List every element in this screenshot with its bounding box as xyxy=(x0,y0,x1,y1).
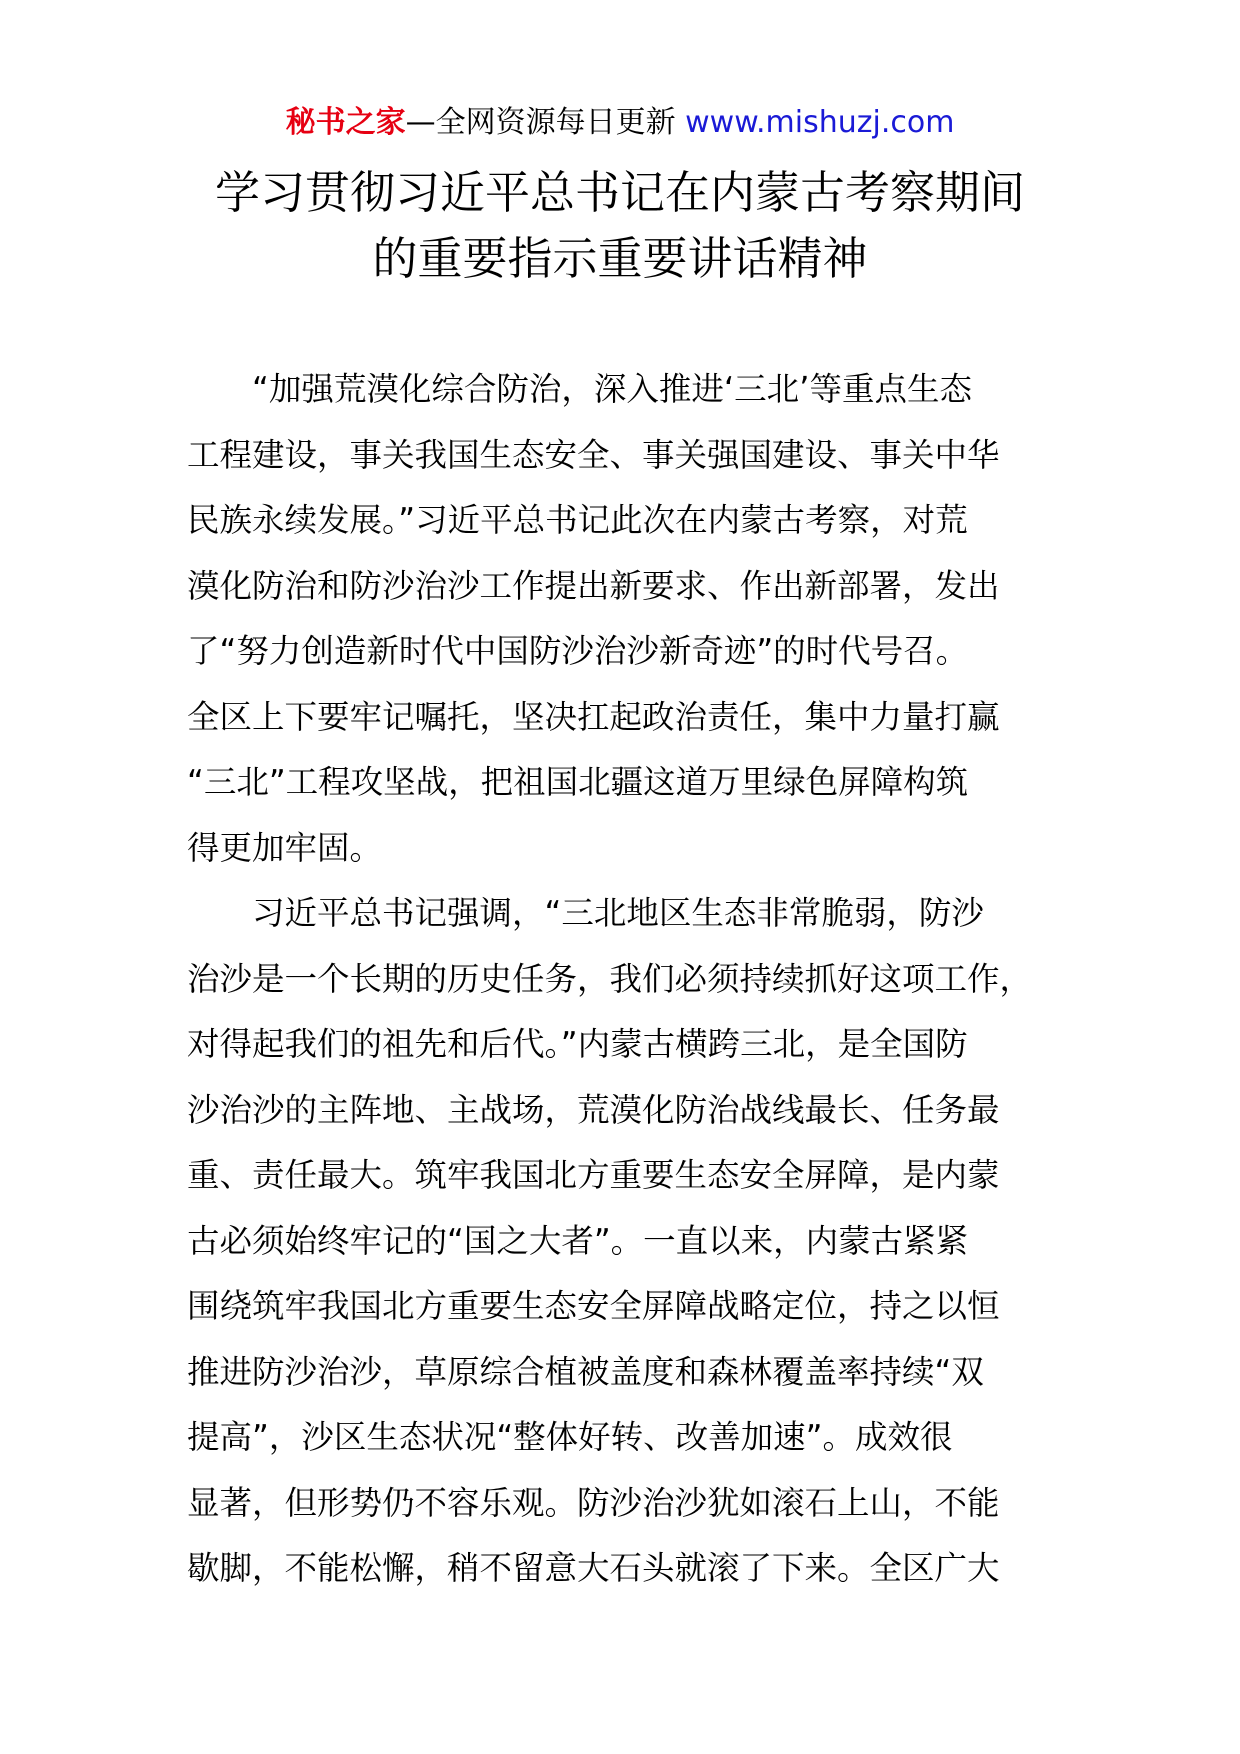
site-header xyxy=(0,100,1240,146)
body-line: “加强荒漠化综合防治，深入推进‘三北’等重点生态 xyxy=(187,370,972,408)
body-line: 围绕筑牢我国北方重要生态安全屏障战略定位，持之以恒 xyxy=(187,1287,1000,1325)
body-line: 民族永续发展。”习近平总书记此次在内蒙古考察，对荒 xyxy=(187,501,968,539)
site-brand: 秘书之家 xyxy=(285,105,406,140)
body-line: 显著，但形势仍不容乐观。防沙治沙犹如滚石上山，不能 xyxy=(187,1483,1000,1522)
body-line: 得更加牢固。 xyxy=(187,828,383,867)
body-line: 推进防沙治沙，草原综合植被盖度和森林覆盖率持续“双 xyxy=(187,1352,984,1391)
body-line: 对得起我们的祖先和后代。”内蒙古横跨三北，是全国防 xyxy=(187,1025,968,1063)
body-line: 提高”，沙区生态状况“整体好转、改善加速”。成效很 xyxy=(187,1418,953,1456)
body-line: “三北”工程攻坚战，把祖国北疆这道万里绿色屏障构筑 xyxy=(187,763,969,801)
site-slogan: —全网资源每日更新 xyxy=(405,105,676,140)
document-body xyxy=(187,357,1067,1602)
body-line: 习近平总书记强调，“三北地区生态非常脆弱，防沙 xyxy=(187,894,984,932)
title-line: 的重要指示重要讲话精神 xyxy=(372,232,868,285)
body-line: 古必须始终牢记的“国之大者”。一直以来，内蒙古紧紧 xyxy=(187,1221,969,1260)
site-url-link[interactable]: www.mishuzj.com xyxy=(685,105,955,140)
document-title xyxy=(0,160,1240,292)
body-line: 歇脚，不能松懈，稍不留意大石头就滚了下来。全区广大 xyxy=(187,1549,1000,1587)
body-line: 治沙是一个长期的历史任务，我们必须持续抓好这项工作， xyxy=(187,959,1033,998)
body-line: 沙治沙的主阵地、主战场，荒漠化防治战线最长、任务最 xyxy=(187,1090,1000,1129)
body-line: 了“努力创造新时代中国防沙治沙新奇迹”的时代号召。 xyxy=(187,632,969,670)
body-line: 漠化防治和防沙治沙工作提出新要求、作出新部署，发出 xyxy=(187,566,1000,605)
body-line: 工程建设，事关我国生态安全、事关强国建设、事关中华 xyxy=(187,435,1000,474)
body-line: 重、责任最大。筑牢我国北方重要生态安全屏障，是内蒙 xyxy=(187,1156,1000,1194)
title-line: 学习贯彻习近平总书记在内蒙古考察期间 xyxy=(214,166,1025,219)
body-line: 全区上下要牢记嘱托，坚决扛起政治责任，集中力量打赢 xyxy=(187,697,1000,736)
